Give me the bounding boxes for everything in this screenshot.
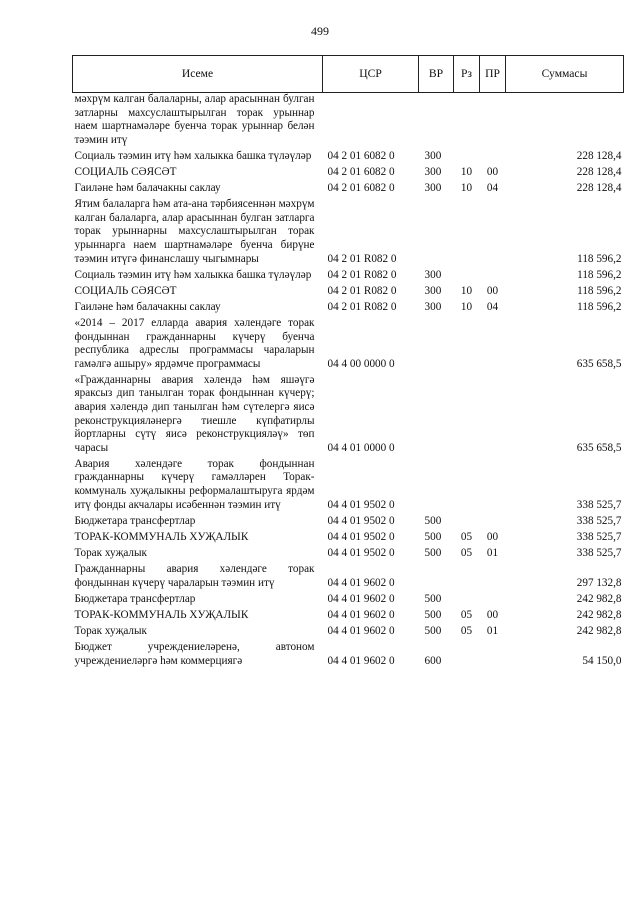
row-pr: 00 bbox=[486, 608, 499, 621]
table-row bbox=[73, 150, 624, 166]
row-sum: 228 128,4 bbox=[576, 149, 622, 162]
row-vr: 300 bbox=[424, 284, 442, 297]
row-vr: 500 bbox=[424, 514, 442, 527]
row-vr: 500 bbox=[424, 624, 442, 637]
row-csr: 04 4 01 9602 0 bbox=[327, 608, 395, 621]
header-rz: Рз bbox=[454, 56, 480, 93]
row-vr bbox=[419, 563, 454, 593]
row-pr bbox=[480, 317, 506, 374]
row-csr: 04 2 01 6082 0 bbox=[327, 182, 395, 195]
table-row bbox=[73, 285, 624, 301]
row-vr: 500 bbox=[424, 592, 442, 605]
row-rz bbox=[454, 269, 480, 285]
row-csr: 04 2 01 R082 0 bbox=[327, 252, 397, 265]
row-vr: 300 bbox=[424, 149, 442, 162]
row-csr: 04 4 01 9502 0 bbox=[327, 498, 395, 511]
table-row bbox=[73, 182, 624, 198]
header-csr: ЦСР bbox=[323, 56, 419, 93]
table-row bbox=[73, 374, 624, 458]
row-pr bbox=[480, 593, 506, 609]
table-row bbox=[73, 93, 624, 150]
row-csr: 04 4 01 9602 0 bbox=[327, 576, 395, 589]
row-rz: 05 bbox=[460, 546, 473, 559]
row-sum: 242 982,8 bbox=[576, 624, 622, 637]
row-csr: 04 2 01 6082 0 bbox=[327, 165, 395, 178]
row-pr bbox=[480, 515, 506, 531]
row-vr: 300 bbox=[424, 165, 442, 178]
row-name: Торак хуҗалык bbox=[74, 624, 147, 637]
row-pr: 00 bbox=[486, 165, 499, 178]
table-row bbox=[73, 269, 624, 285]
table-body bbox=[73, 93, 624, 671]
table-row bbox=[73, 317, 624, 374]
row-rz bbox=[454, 317, 480, 374]
row-vr bbox=[419, 317, 454, 374]
row-vr bbox=[419, 458, 454, 515]
row-csr: 04 4 01 9602 0 bbox=[327, 592, 395, 605]
row-sum: 118 596,2 bbox=[577, 268, 622, 281]
table-row bbox=[73, 641, 624, 671]
row-rz bbox=[454, 593, 480, 609]
header-name: Исеме bbox=[73, 56, 323, 93]
row-vr: 300 bbox=[424, 268, 442, 281]
row-name: «2014 – 2017 елларда авария хәлендәге торак фондыннан гражданнарны күчерү буенча республика адреслы программасы чараларын гамәлгә ашыру» ярдәмче программасы bbox=[74, 316, 315, 370]
row-sum: 338 525,7 bbox=[576, 498, 622, 511]
table-row bbox=[73, 609, 624, 625]
row-sum: 338 525,7 bbox=[576, 546, 622, 559]
row-rz: 05 bbox=[460, 608, 473, 621]
row-sum: 228 128,4 bbox=[576, 182, 622, 195]
row-rz: 10 bbox=[460, 300, 473, 313]
row-rz bbox=[454, 563, 480, 593]
row-vr bbox=[419, 198, 454, 268]
table-header-row bbox=[73, 56, 624, 93]
row-name: Гражданнарны авария хәлендәге торак фондыннан күчерү чараларын тәэмин итү bbox=[74, 563, 315, 589]
row-sum: 338 525,7 bbox=[576, 514, 622, 527]
table-row bbox=[73, 593, 624, 609]
row-name: ТОРАК-КОММУНАЛЬ ХУҖАЛЫК bbox=[74, 530, 249, 543]
row-sum: 242 982,8 bbox=[576, 592, 622, 605]
row-rz bbox=[454, 198, 480, 268]
header-pr: ПР bbox=[480, 56, 506, 93]
row-name: ТОРАК-КОММУНАЛЬ ХУҖАЛЫК bbox=[74, 608, 249, 621]
row-pr: 00 bbox=[486, 284, 499, 297]
row-name: мәхрүм калган балаларны, алар арасыннан булган затларны махсуслаштырылган торак урыннар наем шартнамәләре буенча торак урыннар белән тәэмин итү bbox=[74, 93, 315, 146]
row-rz bbox=[454, 641, 480, 671]
row-sum: 297 132,8 bbox=[576, 576, 622, 589]
table-row bbox=[73, 166, 624, 182]
budget-table bbox=[72, 55, 624, 671]
table-row bbox=[73, 515, 624, 531]
row-pr: 04 bbox=[486, 182, 499, 195]
row-csr bbox=[323, 93, 419, 150]
row-rz: 10 bbox=[460, 182, 473, 195]
row-name: «Гражданнарны авария хәлендә һәм яшәүгә яраксыз дип танылган торак фондыннан күчерү; авария хәлендә дип танылган һәм сүтелергә яисә реконструкцияләнергә тиешле күпфатирлы йортларны сүтү яисә реконструкцияләү» төп чарасы bbox=[74, 373, 315, 454]
row-vr: 500 bbox=[424, 608, 442, 621]
row-rz bbox=[454, 93, 480, 150]
row-csr: 04 2 01 R082 0 bbox=[327, 300, 397, 313]
table-row bbox=[73, 198, 624, 268]
row-rz bbox=[454, 515, 480, 531]
row-sum bbox=[506, 93, 624, 150]
row-csr: 04 4 01 9602 0 bbox=[327, 624, 395, 637]
row-name: Авария хәлендәге торак фондыннан гражданнарны күчерү гамәлләрен Торак-коммуналь хуҗалыкны реформалаштыруга ярдәм итү фонды акчалары исәбеннән тәэмин итү bbox=[74, 457, 315, 511]
row-name: Социаль тәэмин итү һәм халыкка башка түләүләр bbox=[74, 149, 312, 162]
row-csr: 04 2 01 6082 0 bbox=[327, 149, 395, 162]
row-vr: 300 bbox=[424, 182, 442, 195]
row-name: Торак хуҗалык bbox=[74, 546, 147, 559]
row-sum: 118 596,2 bbox=[577, 284, 622, 297]
row-csr: 04 4 01 0000 0 bbox=[327, 441, 395, 454]
table-row bbox=[73, 531, 624, 547]
row-rz: 10 bbox=[460, 284, 473, 297]
row-csr: 04 4 01 9502 0 bbox=[327, 546, 395, 559]
row-csr: 04 4 01 9502 0 bbox=[327, 514, 395, 527]
row-sum: 338 525,7 bbox=[576, 530, 622, 543]
row-name: Гаиләне һәм балачакны саклау bbox=[74, 182, 221, 195]
row-vr: 600 bbox=[424, 654, 442, 667]
row-csr: 04 4 00 0000 0 bbox=[327, 357, 395, 370]
row-sum: 635 658,5 bbox=[576, 441, 622, 454]
row-vr: 300 bbox=[424, 300, 442, 313]
row-name: Ятим балаларга һәм ата-ана тәрбиясеннән мәхрүм калган балаларга, алар арасыннан булган затларга торак урыннарны махсуслаштырылган торак урыннарга наем шартнамәләре буенча бирүне тәэмин итүгә финанслашу чыгымнары bbox=[74, 198, 315, 265]
row-pr: 04 bbox=[486, 300, 499, 313]
row-pr: 01 bbox=[486, 546, 499, 559]
row-rz: 05 bbox=[460, 624, 473, 637]
row-name: СОЦИАЛЬ СӘЯСӘТ bbox=[74, 284, 177, 297]
table-row bbox=[73, 301, 624, 317]
row-sum: 118 596,2 bbox=[577, 300, 622, 313]
row-pr bbox=[480, 198, 506, 268]
row-pr bbox=[480, 641, 506, 671]
row-vr bbox=[419, 374, 454, 458]
row-pr bbox=[480, 93, 506, 150]
row-pr: 01 bbox=[486, 624, 499, 637]
row-name: Гаиләне һәм балачакны саклау bbox=[74, 300, 221, 313]
table-row bbox=[73, 547, 624, 563]
header-vr: ВР bbox=[419, 56, 454, 93]
row-pr bbox=[480, 150, 506, 166]
page-number: 499 bbox=[311, 24, 329, 38]
row-name: Бюджетара трансфертлар bbox=[74, 514, 196, 527]
row-pr: 00 bbox=[486, 530, 499, 543]
row-sum: 635 658,5 bbox=[576, 357, 622, 370]
row-sum: 242 982,8 bbox=[576, 608, 622, 621]
row-csr: 04 4 01 9502 0 bbox=[327, 530, 395, 543]
table-row bbox=[73, 458, 624, 515]
row-rz: 05 bbox=[460, 530, 473, 543]
row-sum: 118 596,2 bbox=[577, 252, 622, 265]
row-sum: 228 128,4 bbox=[576, 165, 622, 178]
row-rz bbox=[454, 150, 480, 166]
row-name: Бюджет учреждениеләренә, автоном учреждениеләргә һәм коммерциягә bbox=[74, 640, 315, 667]
row-name: СОЦИАЛЬ СӘЯСӘТ bbox=[74, 165, 177, 178]
row-rz bbox=[454, 458, 480, 515]
row-pr bbox=[480, 563, 506, 593]
table-row bbox=[73, 625, 624, 641]
row-csr: 04 2 01 R082 0 bbox=[327, 284, 397, 297]
row-vr: 500 bbox=[424, 546, 442, 559]
row-vr bbox=[419, 93, 454, 150]
row-pr bbox=[480, 458, 506, 515]
row-name: Бюджетара трансфертлар bbox=[74, 592, 196, 605]
row-csr: 04 2 01 R082 0 bbox=[327, 268, 397, 281]
table-row bbox=[73, 563, 624, 593]
row-csr: 04 4 01 9602 0 bbox=[327, 654, 395, 667]
row-vr: 500 bbox=[424, 530, 442, 543]
row-rz: 10 bbox=[460, 165, 473, 178]
row-pr bbox=[480, 374, 506, 458]
header-sum: Суммасы bbox=[506, 56, 624, 93]
row-name: Социаль тәэмин итү һәм халыкка башка түләүләр bbox=[74, 268, 312, 281]
row-pr bbox=[480, 269, 506, 285]
row-sum: 54 150,0 bbox=[582, 654, 622, 667]
row-rz bbox=[454, 374, 480, 458]
